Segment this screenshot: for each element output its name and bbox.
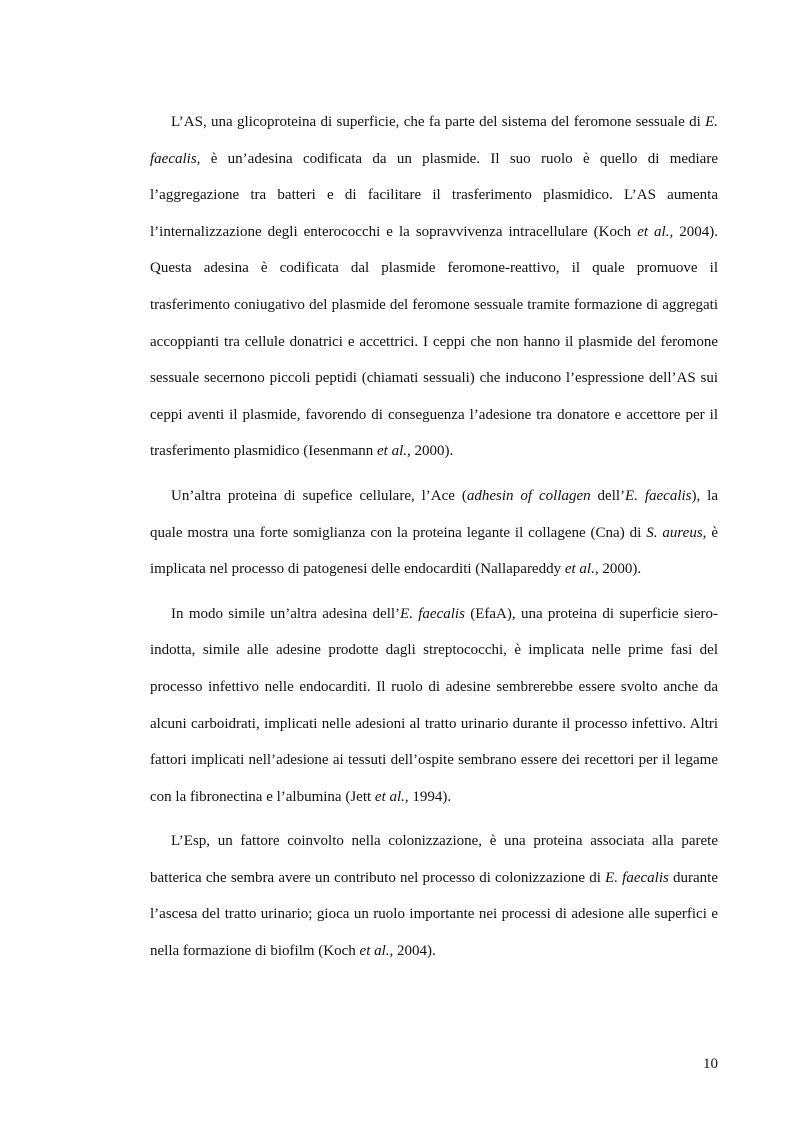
citation-et-al: et al.,: [359, 943, 394, 960]
text-run: 1994).: [408, 788, 452, 805]
text-run: 2004).: [393, 943, 436, 960]
species-name: E. faecalis: [605, 869, 669, 886]
text-run: è un’adesina codificata da un plasmide. Il suo ruolo è quello di mediare l’aggregazione tra batteri e di facilitare il trasferimento plasmidico. L’AS aumenta l’internalizzazione degli enterococchi e la sopravvivenza intracellulare (Koch: [150, 150, 718, 240]
italic-term: adhesin of collagen: [466, 487, 591, 504]
page-number: 10: [703, 1056, 718, 1072]
text-run: 2000).: [410, 443, 454, 460]
citation-et-al: et al.,: [374, 788, 409, 805]
citation-et-al: et al.,: [377, 443, 411, 460]
text-run: 2004). Questa adesina è codificata dal plasmide feromone-reattivo, il quale promuove il trasferimento coniugativo del plasmide del feromone sessuale tramite formazione di aggregati accoppianti tra cellule donatrici e accettrici. I ceppi che non hanno il plasmide del feromone sessuale secernono piccoli peptidi (chiamati sessuali) che inducono l’espressione dell’AS sui ceppi aventi il plasmide, favorendo di conseguenza l’adesione tra donatore e accettore per il trasferimento plasmidico (Iesenmann: [150, 223, 718, 460]
text-run: ), la quale mostra una forte somiglianza con la proteina legante il collagene (Cna) di: [150, 487, 718, 541]
species-name: E. faecalis: [625, 487, 692, 504]
species-name: E. faecalis: [400, 605, 465, 622]
page-body: [150, 104, 718, 970]
text-run: L’AS, una glicoproteina di superficie, che fa parte del sistema del feromone sessuale di: [171, 114, 706, 130]
paragraph-ace-protein: [150, 478, 718, 588]
text-run: In modo simile un’altra adesina dell’: [171, 605, 401, 622]
text-run: 2000).: [598, 561, 642, 578]
text-run: , è implicata nel processo di patogenesi delle endocarditi (Nallapareddy: [150, 524, 718, 578]
citation-et-al: et al.,: [564, 561, 599, 578]
text-run: (EfaA), una proteina di superficie siero-indotta, simile alle adesine prodotte dagli streptococchi, è implicata nelle prime fasi del processo infettivo nelle endocarditi. Il ruolo di adesine sembrerebbe essere svolto anche da alcuni carboidrati, implicati nelle adesioni al tratto urinario durante il processo infettivo. Altri fattori implicati nell’adesione ai tessuti dell’ospite sembrano essere dei recettori per il legame con la fibronectina e l’albumina (Jett: [150, 605, 718, 805]
text-run: Un’altra proteina di supefice cellulare, l’Ace (: [171, 487, 467, 504]
text-run: L’Esp, un fattore coinvolto nella colonizzazione, è una proteina associata alla parete batterica che sembra avere un contributo nel processo di colonizzazione di: [150, 833, 718, 886]
species-name: E. faecalis,: [150, 114, 718, 167]
paragraph-aggregation-substance: [150, 104, 718, 470]
text-run: dell’: [590, 487, 626, 504]
paragraph-esp-protein: [150, 823, 718, 969]
species-name: S. aureus: [646, 524, 703, 541]
citation-et-al: et al.,: [637, 223, 674, 240]
text-run: durante l’ascesa del tratto urinario; gioca un ruolo importante nei processi di adesione alle superfici e nella formazione di biofilm (Koch: [150, 869, 718, 960]
paragraph-efaa-adhesin: [150, 596, 718, 816]
